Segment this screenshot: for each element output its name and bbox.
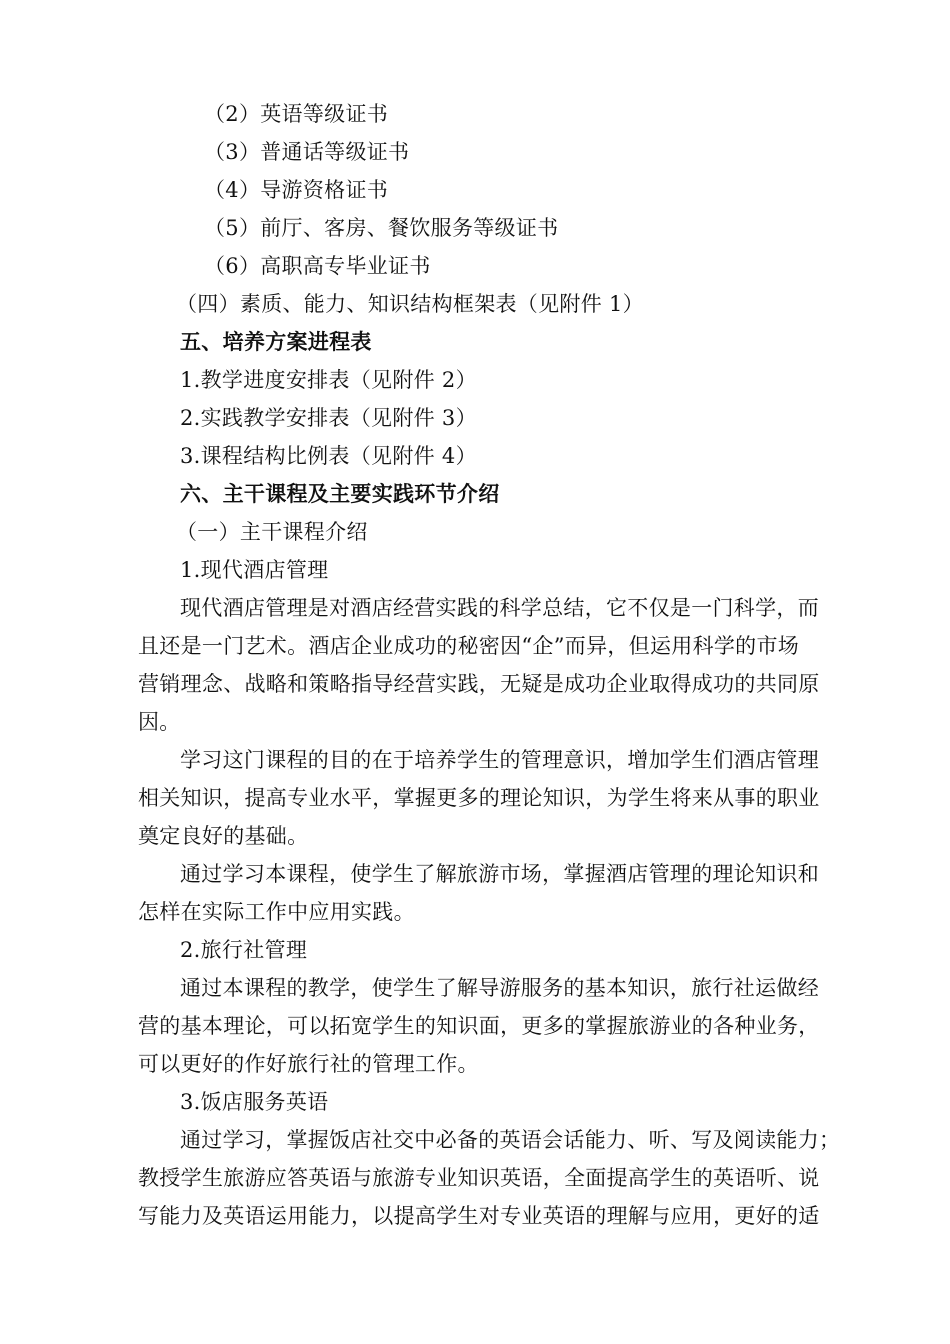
paragraph-line: 写能力及英语运用能力，以提高学生对专业英语的理解与应用，更好的适 xyxy=(138,1204,820,1228)
paragraph-line: 通过学习，掌握饭店社交中必备的英语会话能力、听、写及阅读能力； xyxy=(180,1128,841,1152)
paragraph-line: 学习这门课程的目的在于培养学生的管理意识，增加学生们酒店管理 xyxy=(180,748,819,772)
paragraph-line: 可以更好的作好旅行社的管理工作。 xyxy=(138,1052,479,1076)
paragraph-line: 奠定良好的基础。 xyxy=(138,824,309,848)
certificate-item: （2）英语等级证书 xyxy=(204,102,389,126)
structure-table-item: （四）素质、能力、知识结构框架表（见附件 1） xyxy=(176,292,644,316)
paragraph-line: 通过本课程的教学，使学生了解导游服务的基本知识，旅行社运做经 xyxy=(180,976,819,1000)
certificate-item: （3）普通话等级证书 xyxy=(204,140,410,164)
section-heading: 五、培养方案进程表 xyxy=(180,329,372,354)
paragraph-line: 教授学生旅游应答英语与旅游专业知识英语，全面提高学生的英语听、说 xyxy=(138,1166,820,1190)
paragraph-line: 现代酒店管理是对酒店经营实践的科学总结，它不仅是一门科学，而 xyxy=(180,596,819,620)
course-title: 3.饭店服务英语 xyxy=(180,1090,329,1114)
paragraph-line: 营的基本理论，可以拓宽学生的知识面，更多的掌握旅游业的各种业务， xyxy=(138,1014,820,1038)
course-title: 1.现代酒店管理 xyxy=(180,558,329,582)
paragraph-line: 因。 xyxy=(138,710,181,734)
section-heading: 六、主干课程及主要实践环节介绍 xyxy=(180,481,500,506)
paragraph-line: 怎样在实际工作中应用实践。 xyxy=(138,900,415,924)
schedule-item: 1.教学进度安排表（见附件 2） xyxy=(180,368,477,392)
schedule-item: 2.实践教学安排表（见附件 3） xyxy=(180,406,477,430)
certificate-item: （4）导游资格证书 xyxy=(204,178,389,202)
paragraph-line: 相关知识，提高专业水平，掌握更多的理论知识，为学生将来从事的职业 xyxy=(138,786,820,810)
certificate-item: （6）高职高专毕业证书 xyxy=(204,254,431,278)
course-title: 2.旅行社管理 xyxy=(180,938,308,962)
certificate-item: （5）前厅、客房、餐饮服务等级证书 xyxy=(204,216,559,240)
paragraph-line: 营销理念、战略和策略指导经营实践，无疑是成功企业取得成功的共同原 xyxy=(138,672,820,696)
paragraph-line: 且还是一门艺术。酒店企业成功的秘密因“企”而异，但运用科学的市场 xyxy=(138,634,800,658)
schedule-item: 3.课程结构比例表（见附件 4） xyxy=(180,444,477,468)
subsection-heading: （一）主干课程介绍 xyxy=(176,520,368,544)
paragraph-line: 通过学习本课程，使学生了解旅游市场，掌握酒店管理的理论知识和 xyxy=(180,862,819,886)
